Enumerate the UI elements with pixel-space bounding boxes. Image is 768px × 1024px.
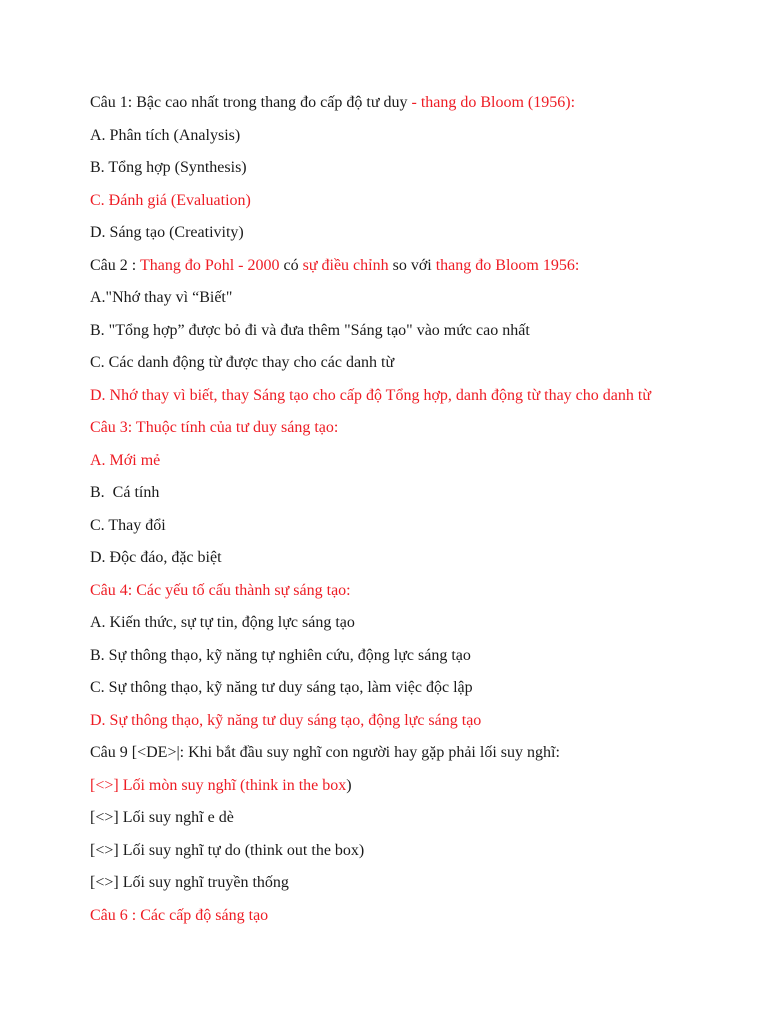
line-text-segment: A. Phân tích (Analysis)	[90, 126, 241, 144]
document-line	[90, 645, 750, 678]
document-line	[90, 905, 750, 938]
document-line	[90, 710, 750, 743]
document-line	[90, 775, 750, 808]
line-text-segment: A."Nhớ thay vì “Biết"	[90, 289, 233, 306]
document-line	[90, 450, 750, 483]
line-text-segment: Câu 4: Các yếu tố cấu thành sự sáng tạo:	[90, 581, 351, 599]
document-line	[90, 807, 750, 840]
document-line	[90, 222, 750, 255]
line-text-segment: có	[279, 256, 303, 274]
line-text-segment: thang đo Bloom 1956:	[435, 256, 580, 274]
document-line	[90, 92, 750, 125]
line-text-segment: [<>] Lối suy nghĩ truyền thống	[90, 874, 289, 891]
line-text-segment: [<>] Lối mòn suy nghĩ (think in the box	[90, 776, 347, 794]
line-text-segment: C. Thay đổi	[90, 516, 166, 534]
line-text-segment: Câu 9 [<DE>|: Khi bắt đầu suy nghĩ con người hay gặp phải lối suy nghĩ:	[90, 744, 560, 761]
line-text-segment: Câu 1: Bậc cao nhất trong thang đo cấp độ tư duy	[90, 94, 412, 111]
document-line	[90, 385, 750, 418]
line-text-segment: C. Các danh động từ được thay cho các danh từ	[90, 354, 395, 371]
document-line	[90, 742, 750, 775]
line-text-segment: C. Đánh giá (Evaluation)	[90, 191, 251, 209]
line-text-segment: B. Cá tính	[90, 484, 160, 501]
line-text-segment: B. Tổng hợp (Synthesis)	[90, 159, 247, 176]
line-text-segment: )	[346, 776, 352, 794]
line-text-segment: D. Sự thông thạo, kỹ năng tư duy sáng tạo, động lực sáng tạo	[90, 711, 482, 729]
line-text-segment: A. Mới mẻ	[90, 451, 161, 469]
document-line	[90, 287, 750, 320]
document-line	[90, 255, 750, 288]
line-text-segment: sự điều chỉnh	[302, 256, 389, 274]
line-text-segment: Thang đo Pohl - 2000	[139, 256, 280, 274]
document-line	[90, 872, 750, 905]
document-line	[90, 352, 750, 385]
line-text-segment: [<>] Lối suy nghĩ e dè	[90, 809, 234, 826]
line-text-segment: D. Độc đáo, đặc biệt	[90, 549, 222, 566]
line-text-segment: [<>] Lối suy nghĩ tự do (think out the box)	[90, 841, 365, 859]
line-text-segment: Câu 6 : Các cấp độ sáng tạo	[90, 906, 269, 924]
document-line	[90, 515, 750, 548]
document-body	[90, 92, 750, 937]
document-line	[90, 190, 750, 223]
line-text-segment: B. Sự thông thạo, kỹ năng tự nghiên cứu, động lực sáng tạo	[90, 646, 471, 664]
document-line	[90, 840, 750, 873]
line-text-segment: A. Kiến thức, sự tự tin, động lực sáng tạo	[90, 614, 355, 631]
document-line	[90, 677, 750, 710]
line-text-segment: B. "Tổng hợp” được bỏ đi và đưa thêm "Sáng tạo" vào mức cao nhất	[90, 321, 530, 339]
document-line	[90, 417, 750, 450]
line-text-segment: D. Nhớ thay vì biết, thay Sáng tạo cho cấp độ Tổng hợp, danh động từ thay cho danh từ	[90, 386, 651, 404]
document-line	[90, 125, 750, 158]
line-text-segment: Câu 3: Thuộc tính của tư duy sáng tạo:	[90, 419, 339, 436]
line-text-segment: so với	[388, 256, 436, 274]
line-text-segment: Câu 2 :	[90, 256, 140, 274]
document-line	[90, 320, 750, 353]
line-text-segment: C. Sự thông thạo, kỹ năng tư duy sáng tạo, làm việc độc lập	[90, 679, 473, 696]
document-line	[90, 547, 750, 580]
document-line	[90, 580, 750, 613]
line-text-segment: D. Sáng tạo (Creativity)	[90, 224, 244, 241]
document-line	[90, 157, 750, 190]
document-line	[90, 482, 750, 515]
line-text-segment: - thang do Bloom (1956):	[411, 94, 576, 111]
document-line	[90, 612, 750, 645]
